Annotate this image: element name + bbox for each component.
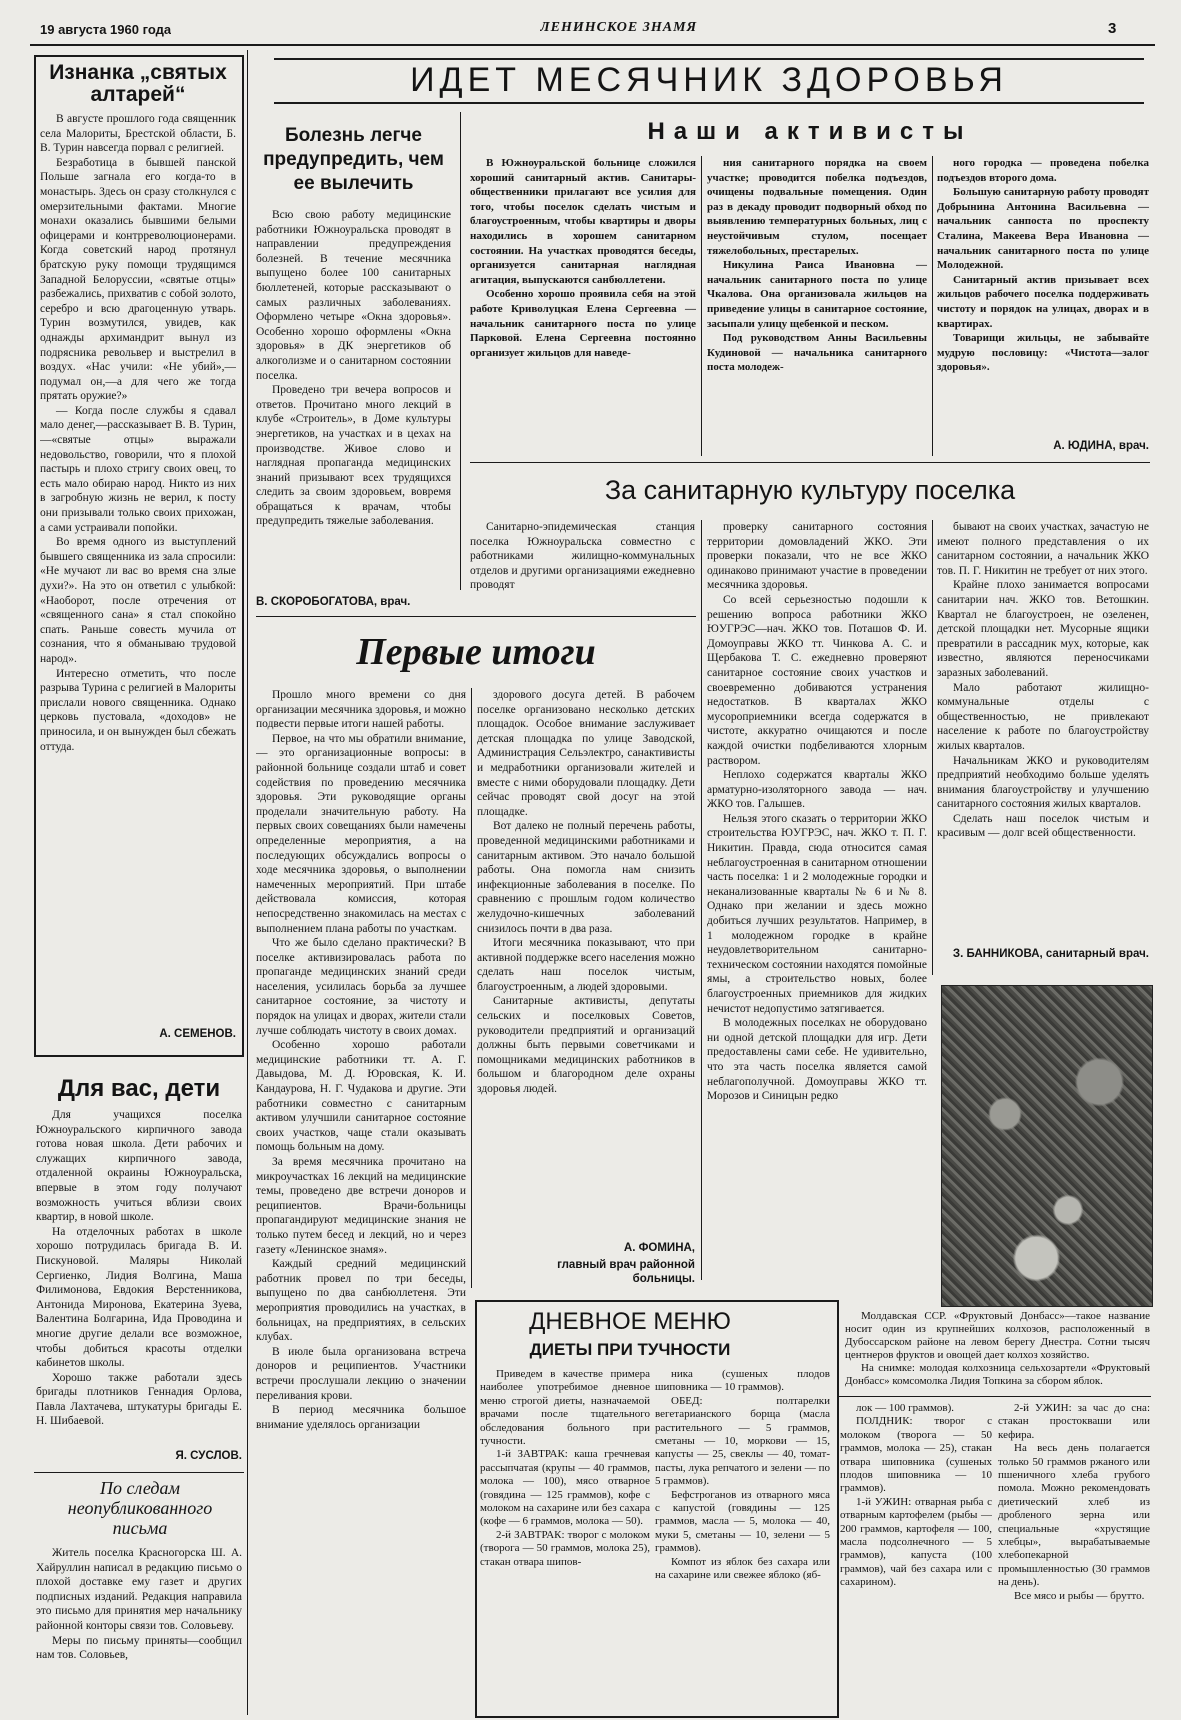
paragraph: Житель поселка Красногорска Ш. А. Хайруллин написал в редакцию письмо о плохой доставке ему газет и других подписных изданий. Редакция направила это письмо для принятия мер начальнику районной конторы связи тов. Соловьеву.	[36, 1547, 242, 1632]
rule	[470, 462, 1150, 463]
paragraph: Бефстроганов из отварного мяса с капустой (говядины — 125 граммов, масла — 5, молока — 40, муки 5, сметаны — 10, зелени — 5 граммов).	[655, 1488, 830, 1555]
page-number: 3	[1108, 20, 1117, 37]
paragraph: Что же было сделано практически? В поселке активизировалась работа по пропаганде медицинских знаний среди населения, усилилась борьба за лучшее санитарное состояние, за чистоту и порядок на улицах и дворах, жители стали лучше соблюдать чистоту в своих домах.	[256, 937, 466, 1037]
article-title: По следам неопубликованного письма	[67, 1478, 213, 1538]
article-column	[937, 156, 1149, 434]
caption-text: Молдавская ССР. «Фруктовый Донбасс»—такое название носит один из крупнейших колхозов, расположенный в Дубоссарском районе на левом берегу Днестра. Сотни тысяч центнеров фруктов и овощей дает колхоз хозяйство.	[845, 1310, 1150, 1361]
header-date: 19 августа 1960 года	[40, 22, 172, 37]
article-title: Изнанка „святых алтарей“	[49, 62, 227, 106]
paragraph: Всю свою работу медицинские работники Южноуральска проводят в направлении предупреждения болезней. В течение месячника выпущено более 100 санитарных бюллетеней, которые рассказывают о самых различных заболеваниях. Оформлено четыре «Окна здоровья». Особенно хорошо оформлены «Окна здоровья» в ДК энергетиков об алкоголизме и о санитарном состоянии поселка.	[256, 209, 451, 382]
paragraph: Особенно хорошо работали медицинские работники тт. А. Г. Давыдова, М. Д. Юровская, К. И. Кандаурова, Н. Г. Чудакова и другие. Эти работники совместно с санитарным активом улучшили санитарное состояние своих участков, чаще стали оказывать помощь больным на дому.	[256, 1039, 466, 1154]
article-column	[477, 688, 695, 1236]
menu-title: ДНЕВНОЕ МЕНЮ	[529, 1308, 731, 1335]
article-title: За санитарную культуру поселка	[604, 475, 1016, 505]
paragraph: 1-й ЗАВТРАК: каша гречневая рассыпчатая (крупы — 40 граммов, молока — 100), мясо отварное (говядина — 125 граммов), кофе с молоком на сахарине или без сахара (кофе — 6 граммов, молока — 50).	[480, 1448, 650, 1528]
signature: З. БАННИКОВА, санитарный врач.	[952, 948, 1149, 960]
paragraph: бывают на своих участках, зачастую не имеют полного представления о их санитарном состоянии, а начальник ЖКО тов. П. Г. Никитин не требует от них этого.	[937, 521, 1149, 577]
article-title: Наши активисты	[647, 118, 973, 145]
paragraph: Проведено три вечера вопросов и ответов. Прочитано много лекций в клубе «Строитель», в Доме культуры энергетиков, на участках и в цехах на производстве. Живое слово и наглядная пропаганда медицинских знаний призывают всех трудящихся следить за своим здоровьем, вовремя обращаться к врачам, чтобы предупредить тяжелые заболевания.	[256, 384, 451, 528]
paragraph: Интересно отметить, что после разрыва Турина с религией в Малориты прислали нового священника. Однако церковь пустовала, «доходов» не приносила, и он вынужден был сбежать оттуда.	[40, 667, 236, 753]
signature: В. СКОРОБОГАТОВА, врач.	[256, 596, 411, 608]
paragraph: Каждый средний медицинский работник провел по три беседы, выпущено по два санбюллетеня. Эти мероприятия проводились на участках, в больницах, на предприятиях, в сельских клубах.	[256, 1258, 466, 1344]
column-rule	[932, 520, 933, 975]
rule	[256, 616, 696, 617]
paragraph: Начальникам ЖКО и руководителям предприятий необходимо больше уделять внимания благоустройству и улучшению санитарного состояния жилых кварталов.	[937, 754, 1149, 811]
paragraph: Меры по письму приняты—сообщил нам тов. Соловьев,	[36, 1634, 242, 1662]
paragraph: ного городка — проведена побелка подъездов второго дома.	[937, 157, 1149, 184]
article-column	[470, 156, 696, 454]
signature: А. ЮДИНА, врач.	[1053, 440, 1149, 452]
paragraph: В период месячника большое внимание уделялось организации	[256, 1404, 466, 1431]
paragraph: Товарищи жильцы, не забывайте мудрую пословицу: «Чистота—залог здоровья».	[937, 332, 1149, 374]
menu-column	[840, 1402, 992, 1714]
article-body	[256, 208, 451, 591]
signature: А. ФОМИНА,	[623, 1242, 695, 1254]
paragraph: Безработица в бывшей панской Польше загнала его когда-то в монастырь. Здесь он сразу столкнулся с омерзительными фактами. Многие монахи оказались бывшими белыми офицерами и контрреволюционерами. Когда советский народ протянул братскую руку помощи трудящимся Западной Белоруссии, «святые отцы» разбежались, прихватив с собой золото, серебро и всю драгоценную утварь. Турин возмутился, увидев, как однажды архимандрит вынул из подрясника револьвер и выстрелил в воздух. «Нас учили: «Не убий»,—подумал он,—а для чего же тогда прятать оружие?»	[40, 156, 236, 403]
rule	[34, 1472, 244, 1473]
paragraph: Под руководством Анны Васильевны Кудиновой — начальника санитарного поста молодеж-	[707, 332, 927, 374]
paragraph: 2-й УЖИН: за час до сна: стакан простокваши или кефира.	[998, 1402, 1150, 1441]
paragraph: В августе прошлого года священник села Малориты, Брестской области, Б. В. Турин навсегда порвал с религией.	[40, 113, 236, 155]
paragraph: Для учащихся поселка Южноуральского кирпичного завода готова новая школа. Дети рабочих и служащих кирпичного завода, отдаленной окраины Южноуральска, впервые в этом году получают возможность учиться вблизи своих квартир, в новой школе.	[36, 1109, 242, 1224]
paragraph: Санитарные активисты, депутаты сельских и поселковых Советов, руководители предприятий и организаций должны быть первыми советчиками и помощниками медицинских работников в большом и благородном деле охраны здоровья людей.	[477, 995, 695, 1096]
paragraph: В молодежных поселках не оборудовано ни одной детской площадки для игр. Дети предоставлены сами себе. Не удивительно, что эта часть поселка является самой неблагополучной. Домоуправы ЖКО тт. Морозов и Синицын редко	[707, 1017, 927, 1103]
signature-role: главный врач районной больницы.	[557, 1259, 695, 1285]
paragraph: В июле была организована встреча доноров и реципиентов. Участники встречи прослушали лекцию о значении переливания крови.	[256, 1345, 466, 1402]
paragraph: На весь день полагается только 50 граммов ржаного или пшеничного хлеба грубого помола. Можно рекомендовать диетический хлеб из дробленого зерна или специальные «хрустящие хлебцы», вырабатываемые хлебопекарной промышленностью (30 граммов на день).	[998, 1442, 1150, 1589]
paragraph: Мало работают жилищно-коммунальные отделы с общественностью, не привлекают население к работе по благоустройству жилых кварталов.	[937, 681, 1149, 752]
paragraph: Санитарный актив призывает всех жильцов рабочего поселка поддерживать чистоту и порядок на улицах, дворах и в квартирах.	[937, 273, 1149, 330]
paragraph: Особенно хорошо проявила себя на этой работе Криволуцкая Елена Сергеевна — начальник санитарного поста по улице Парковой. Елена Сергеевна постоянно организует жильцов для наведе-	[470, 288, 696, 359]
menu-subtitle: ДИЕТЫ ПРИ ТУЧНОСТИ	[529, 1340, 731, 1359]
paragraph: Крайне плохо занимается вопросами санитарии нач. ЖКО тов. Ветошкин. Квартал не благоустроен, не озеленен, детской площадки нет. Мусорные ящики превратили в рассадник мух, которые, как известно, являются переносчиками заразных заболеваний.	[937, 579, 1149, 679]
paragraph: Компот из яблок без сахара или на сахарине или свежее яблоко (яб-	[655, 1555, 830, 1582]
paragraph: ния санитарного порядка на своем участке; проводится побелка подъездов, очищены подвальные помещения. Один раз в декаду проводит подворный обход по выявлению температурных больных, лиц с неустойчивым стулом, посещает тяжелобольных, престарелых.	[707, 157, 927, 257]
article-column	[707, 156, 927, 454]
article-column	[707, 520, 927, 1285]
paragraph: Приведем в качестве примера наиболее употребимое дневное меню строгой диеты, назначаемой врачами после тщательного обследования больного при тучности.	[480, 1368, 650, 1448]
paragraph: Первое, на что мы обратили внимание, — это организационные вопросы: в районной больнице создали штаб и совет содействия по проведению месячника здоровья. Эти руководящие органы проделали значительную работу. На первых своих совещаниях были намечены определенные мероприятия, а на последующих обсуждались вопросы о ходе месячника здоровья, о выполнении намеченных мероприятий. При штабе действовала комиссия, которая непосредственно знакомилась на местах с выполнением плана работы по участкам.	[256, 732, 466, 935]
paragraph: Неплохо содержатся кварталы ЖКО арматурно-изоляторного завода — нач. ЖКО тов. Галышев.	[707, 769, 927, 811]
banner-title: ИДЕТ МЕСЯЧНИК ЗДОРОВЬЯ	[410, 61, 1008, 99]
paragraph: Санитарно-эпидемическая станция поселка Южноуральска совместно с работниками жилищно-коммунальных отделов и другими организациями ежедневно проводят	[470, 521, 695, 592]
menu-column	[998, 1402, 1150, 1714]
column-rule	[932, 156, 933, 456]
column-rule	[701, 520, 702, 1280]
header-rule	[30, 44, 1155, 46]
newspaper-name: ЛЕНИНСКОЕ ЗНАМЯ	[540, 20, 698, 35]
paragraph: ПОЛДНИК: творог с молоком (творога — 50 граммов, молока — 25), стакан отвара шиповника (сушеных плодов шиповника — 10 граммов).	[840, 1415, 992, 1495]
signature: Я. СУСЛОВ.	[175, 1450, 242, 1462]
column-rule	[460, 112, 461, 590]
article-body	[40, 112, 236, 1017]
article-column	[937, 520, 1149, 945]
article-column	[470, 520, 695, 592]
paragraph: Никулина Раиса Ивановна — начальник санитарного поста по улице Чкалова. Она организовала жильцов на приведение улицы в санитарное состояние, засыпали улицу щебенкой и песком.	[707, 259, 927, 330]
menu-column	[480, 1368, 650, 1708]
paragraph: Нельзя этого сказать о территории ЖКО строительства ЮУГРЭС, нач. ЖКО т. П. Г. Никитин. Правда, сюда относится самая неблагоустроенная в санитарном отношении часть поселка: 1 и 2 молодежные городки и неканализованные кварталы № 6 и № 8. Однако при желании и здесь можно добиться лучших результатов. Например, в 1 молодежном городке в крайне неудовлетворительном санитарно-техническом состоянии находятся помойные ямы, а строительство новых, более благоустроенных приемников для жидких нечистот недопустимо затягивается.	[707, 812, 927, 1015]
signature: А. СЕМЕНОВ.	[159, 1028, 236, 1040]
paragraph: Во время одного из выступлений бывшего священника из зала спросили: «Не мучают ли вас во время сна злые духи?». На это он ответил с улыбкой: «Наоборот, после отречения от «священного сана» я стал спокойно спать. Раньше совесть мучила от сознания, что я обманываю трудовой народ».	[40, 536, 236, 665]
paragraph: На отделочных работах в школе хорошо потрудилась бригада В. И. Пискуновой. Маляры Николай Сергиенко, Лидия Волгина, Маша Филимонова, Евдокия Верстенникова, Антонида Миронова, Екатерина Зуева, Валентина Болгарина, Ида Проводина и многие другие делали все возможное, чтобы добиться красоты отделки кабинетов школы.	[36, 1225, 242, 1370]
photo-apple-picker	[941, 985, 1153, 1307]
column-rule	[247, 50, 248, 1715]
paragraph: ника (сушеных плодов шиповника — 10 граммов).	[655, 1368, 830, 1394]
paragraph: Прошло много времени со дня организации месячника здоровья, и можно подвести первые итоги нашей работы.	[256, 689, 466, 731]
paragraph: В Южноуральской больнице сложился хороший санитарный актив. Санитары-общественники прилагают все усилия для того, чтобы поселок сделать чистым и благоустроенным, чтобы квартиры и дворы находились в хорошем санитарном состоянии. На участках проводятся беседы, организуется санитарная наглядная агитация, выпускаются санбюллетени.	[470, 157, 696, 286]
menu-column	[655, 1368, 830, 1708]
paragraph: проверку санитарного состояния территории домовладений ЖКО. Эти проверки показали, что не все ЖКО одинаково принимают участие в проведении месячника здоровья.	[707, 521, 927, 592]
article-title: Для вас, дети	[57, 1075, 221, 1102]
article-title: Первые итоги	[356, 631, 596, 673]
paragraph: ОБЕД: полтарелки вегетарианского борща (масла растительного — 5 граммов, сметаны — 10, моркови — 15, капусты — 25, свеклы — 40, томат-пасты, лука репчатого и зелени — по 5 граммов).	[655, 1394, 830, 1488]
paragraph: лок — 100 граммов).	[856, 1402, 955, 1414]
paragraph: здорового досуга детей. В рабочем поселке организовано несколько детских площадок. Особое внимание заслуживает детская площадка по улице Заводской, Администрация Сельэлектро, санактивисты и медработники организовали жителей и вместе с ними оборудовали площадку. Дети сейчас проводят свой досуг на этой площадке.	[477, 689, 695, 818]
paragraph: Со всей серьезностью подошли к решению вопроса работники ЖКО ЮУГРЭС—нач. ЖКО тов. Поташов Ф. И. Домоуправы ЖКО тт. Чинкова А. С. и Щербакова Т. С. ежедневно проверяют санитарное состояние своих участков и своевременно добиваются устранения недостатков. В кварталах ЖКО мусороприемники всегда содержатся в чистоте, аккуратно очищаются и после каждой очистки подбеливаются хлорным раствором.	[707, 593, 927, 767]
paragraph: 1-й УЖИН: отварная рыба с отварным картофелем (рыбы — 200 граммов, картофеля — 100, масла подсолнечного — 5 граммов), капуста (100 граммов), чай без сахара или с сахарином).	[840, 1495, 992, 1589]
paragraph: Сделать наш поселок чистым и красивым — долг всей общественности.	[937, 812, 1149, 840]
article-body	[36, 1108, 242, 1443]
paragraph: Хорошо также работали здесь бригады плотников Геннадия Орлова, Павла Лахтачева, штукатуры бригады Е. Н. Шибаевой.	[36, 1371, 242, 1428]
photo-caption	[845, 1310, 1150, 1388]
article-title: Болезнь легче предупредить, чем ее вылечить	[263, 125, 444, 194]
article-body	[36, 1546, 242, 1716]
caption-text: На снимке: молодая колхозница сельхозартели «Фруктовый Донбасс» комсомолка Лидия Топкина за сбором яблок.	[845, 1362, 1150, 1387]
article-column	[256, 688, 466, 1713]
paragraph: За время месячника прочитано на микроучастках 16 лекций на медицинские темы, проведено две встречи доноров и реципиентов. Врачи-больницы пропагандируют медицинские знания не только путем бесед и лекций, но и через газету «Ленинское знамя».	[256, 1156, 466, 1256]
paragraph: Все мясо и рыбы — брутто.	[1014, 1589, 1145, 1602]
column-rule	[471, 688, 472, 1288]
paragraph: — Когда после службы я сдавал мало денег,—рассказывает В. В. Турин,—«святые отцы» выражали недовольство, говорили, что я плохой пастырь и плохо стригу своих овец, то есть мало обираю народ. Никто из них в загробную жизнь не верил, к посту они призывали только своих прихожан, а сами устраивали попойки.	[40, 404, 236, 534]
paragraph: Большую санитарную работу проводят Добрынина Антонина Васильевна — начальник санпоста по проспекту Сталина, Макеева Вера Ивановна — начальник санитарного поста по улице Молодежной.	[937, 186, 1149, 272]
column-rule	[701, 156, 702, 456]
paragraph: Итоги месячника показывают, что при активной поддержке всего населения можно сделать наш поселок чистым, благоустроенным, а людей здоровыми.	[477, 937, 695, 993]
rule	[838, 1396, 1151, 1397]
paragraph: 2-й ЗАВТРАК: творог с молоком (творога — 50 граммов, молока 25), стакан отвара шипов-	[480, 1528, 650, 1568]
paragraph: Вот далеко не полный перечень работы, проведенной медицинскими работниками и санитарным активом. Это начало большой работы. Она помогла нам снизить инфекционные заболевания в поселке. По сравнению с прошлым годом количество желудочно-кишечных заболеваний снизилось почти в два раза.	[477, 820, 695, 935]
